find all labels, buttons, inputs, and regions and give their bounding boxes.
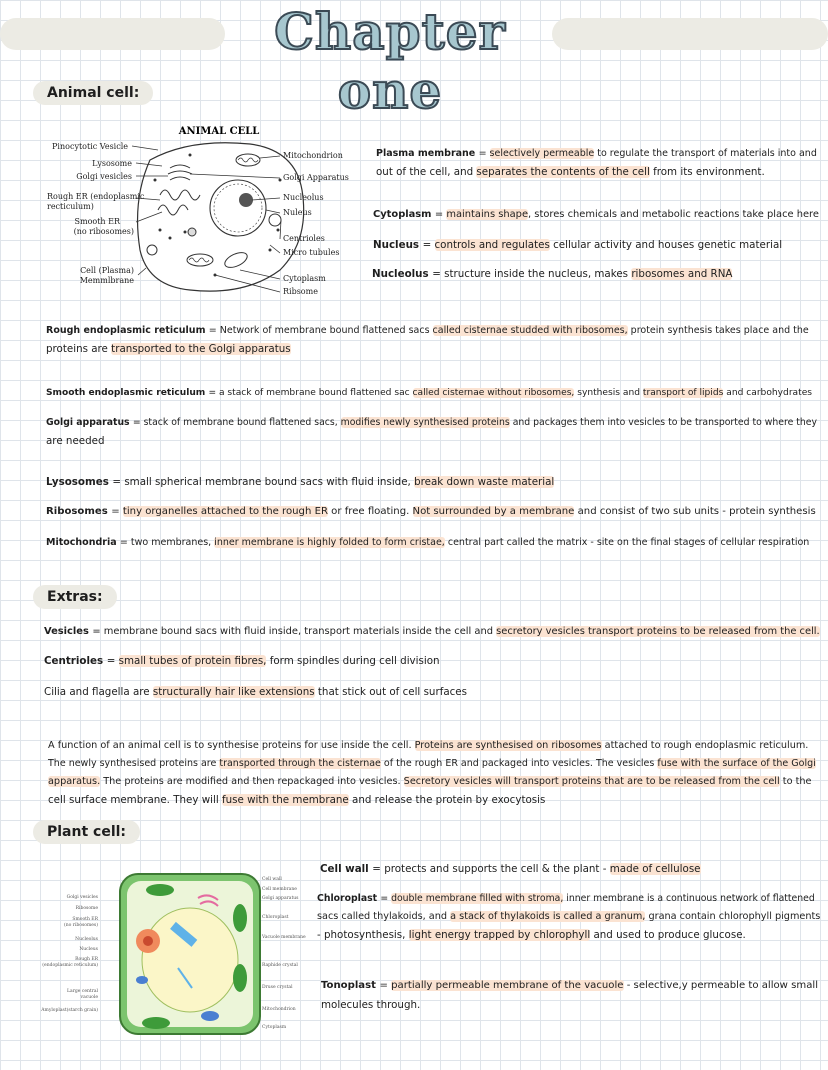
plant-label-chloroplast: Chloroplast — [262, 915, 289, 920]
rough-er-def-1: Rough endoplasmic reticulum = Network of membrane bound flattened sacs called cisternae studded with ribosomes, protein synthesis takes place and the — [46, 325, 809, 336]
animal-label-cell-membrane-2: Memmlbrane — [79, 276, 134, 285]
animal-label-cell-membrane: Cell (Plasma) — [80, 266, 134, 275]
plant-label-golgi-vesicles: Golgi vesicles — [66, 895, 98, 900]
rough-er-def-2: proteins are transported to the Golgi apparatus — [46, 343, 291, 355]
function-para-2: The newly synthesised proteins are transported through the cisternae of the rough ER and packaged into vesicles. The vesicles fuse with the surface of the Golgi — [48, 758, 816, 769]
animal-label-rough-er-2: recticulum) — [47, 202, 94, 211]
plant-label-cytoplasm: Cytoplasm — [262, 1025, 287, 1030]
extras-heading: Extras: — [33, 585, 117, 609]
plant-label-ribosome: Ribosome — [75, 906, 98, 911]
cell-wall-def: Cell wall = protects and supports the cell & the plant - made of cellulose — [320, 863, 701, 875]
plant-label-cell-membrane: Cell membrane — [262, 887, 297, 892]
plasma-membrane-def-2: out of the cell, and separates the contents of the cell from its environment. — [376, 166, 765, 178]
lysosomes-def: Lysosomes = small spherical membrane bound sacs with fluid inside, break down waste material — [46, 476, 555, 488]
animal-label-nucleus: Nuleus — [283, 208, 312, 217]
mitochondria-def: Mitochondria = two membranes, inner membrane is highly folded to form cristae, central part called the matrix - site on the final stages of cellular respiration — [46, 537, 810, 548]
plant-label-druse: Druse crystal — [262, 985, 293, 990]
chloroplast-def-3: - photosynthesis, light energy trapped by chlorophyll and used to produce glucose. — [317, 929, 746, 941]
function-para-1: A function of an animal cell is to synthesise proteins for use inside the cell. Proteins are synthesised on ribosomes attached to rough endoplasmic reticulum. — [48, 740, 809, 751]
plant-label-vacuole-membrane: Vacuole membrane — [262, 935, 306, 940]
golgi-def-2: are needed — [46, 435, 105, 447]
golgi-def-1: Golgi apparatus = stack of membrane bound flattened sacs, modifies newly synthesised proteins and packages them into vesicles to be transported to where they — [46, 417, 818, 428]
animal-diagram-title: ANIMAL CELL — [178, 126, 260, 137]
plant-label-mitochondrion: Mitochondrion — [262, 1007, 296, 1012]
plant-label-amyloplast: Amyloplast(starch grain) — [41, 1008, 98, 1013]
animal-label-lysosome: Lysosome — [92, 159, 132, 168]
animal-label-rough-er: Rough ER (endoplasmic — [47, 192, 145, 201]
vesicles-def: Vesicles = membrane bound sacs with fluid inside, transport materials inside the cell and secretory vesicles transport proteins to be released from the cell. — [44, 626, 820, 637]
animal-label-nucleolus: Nucleolus — [283, 193, 324, 202]
plasma-membrane-def-1: Plasma membrane = selectively permeable to regulate the transport of materials into and — [376, 148, 817, 159]
plant-label-raphide: Raphide crystal — [262, 963, 298, 968]
plant-label-nucleolus: Nucleolus — [75, 937, 98, 942]
animal-label-micro-tubules: Micro tubules — [283, 248, 340, 257]
smooth-er-def: Smooth endoplasmic reticulum = a stack of membrane bound flattened sac called cisternae without ribosomes, synthesis and transport of lipids and carbohydrates — [46, 388, 813, 398]
plant-label-smooth-er-2: (no ribosomes) — [64, 923, 98, 928]
vacuole-shape — [142, 908, 238, 1012]
function-para-3: apparatus. The proteins are modified and then repackaged into vesicles. Secretory vesicles will transport proteins that are to be released from the cell to the — [48, 776, 812, 787]
animal-label-centrioles: Centrioles — [283, 234, 325, 243]
centrioles-def: Centrioles = small tubes of protein fibres, form spindles during cell division — [44, 655, 440, 667]
animal-label-smooth-er-2: (no ribosomes) — [73, 227, 134, 236]
plant-label-rough-er-2: (endoplasmic reticulum) — [42, 963, 98, 968]
plant-label-vacuole-2: vacuole — [80, 995, 98, 1000]
function-para-4: cell surface membrane. They will fuse with the membrane and release the protein by exocytosis — [48, 794, 546, 806]
chloroplast-def-1: Chloroplast = double membrane filled with stroma, inner membrane is a continuous network of flattened — [317, 893, 815, 904]
plant-label-rough-er: Rough ER — [75, 957, 98, 962]
nucleolus-shape — [239, 193, 253, 207]
animal-label-smooth-er: Smooth ER — [74, 217, 120, 226]
animal-cell-diagram — [40, 120, 360, 305]
title-bar-right — [552, 18, 828, 50]
animal-cell-heading: Animal cell: — [33, 81, 153, 105]
animal-label-golgi-apparatus: Golgi Apparatus — [283, 173, 349, 182]
cytoplasm-def: Cytoplasm = maintains shape, stores chemicals and metabolic reactions take place here — [373, 209, 819, 220]
cilia-def: Cilia and flagella are structurally hair like extensions that stick out of cell surfaces — [44, 686, 467, 698]
animal-label-mitochondrion: Mitochondrion — [283, 151, 343, 160]
nucleolus-def: Nucleolus = structure inside the nucleus, makes ribosomes and RNA — [372, 268, 733, 280]
plant-label-vacuole: Large central — [67, 989, 98, 994]
tonoplast-def-2: molecules through. — [321, 999, 421, 1011]
title-bar-left — [0, 18, 225, 50]
plant-label-golgi-apparatus: Golgi apparatus — [262, 896, 299, 901]
page-title: Chapter one — [274, 2, 506, 120]
plant-cell-heading: Plant cell: — [33, 820, 140, 844]
plant-label-cell-wall: Cell wall — [262, 877, 282, 882]
ribosomes-def: Ribosomes = tiny organelles attached to the rough ER or free floating. Not surrounded by a membrane and consist of two sub units - protein synthesis — [46, 506, 816, 517]
animal-cell-outline — [138, 143, 304, 291]
animal-label-cytoplasm: Cytoplasm — [283, 274, 326, 283]
nucleus-def: Nucleus = controls and regulates cellular activity and houses genetic material — [373, 239, 783, 251]
plant-cell-diagram — [30, 868, 320, 1038]
tonoplast-def-1: Tonoplast = partially permeable membrane of the vacuole - selective,y permeable to allow small — [321, 980, 819, 991]
plant-label-smooth-er: Smooth ER — [72, 917, 98, 922]
animal-label-golgi-vesicles: Golgi vesicles — [76, 172, 132, 181]
animal-label-ribosome: Ribsome — [283, 287, 318, 296]
chloroplast-def-2: sacs called thylakoids, and a stack of thylakoids is called a granum, grana contain chlorophyll pigments — [317, 911, 821, 922]
plant-label-nucleus: Nucleus — [79, 947, 98, 952]
animal-label-pinocytotic-vesicle: Pinocytotic Vesicle — [52, 142, 128, 151]
